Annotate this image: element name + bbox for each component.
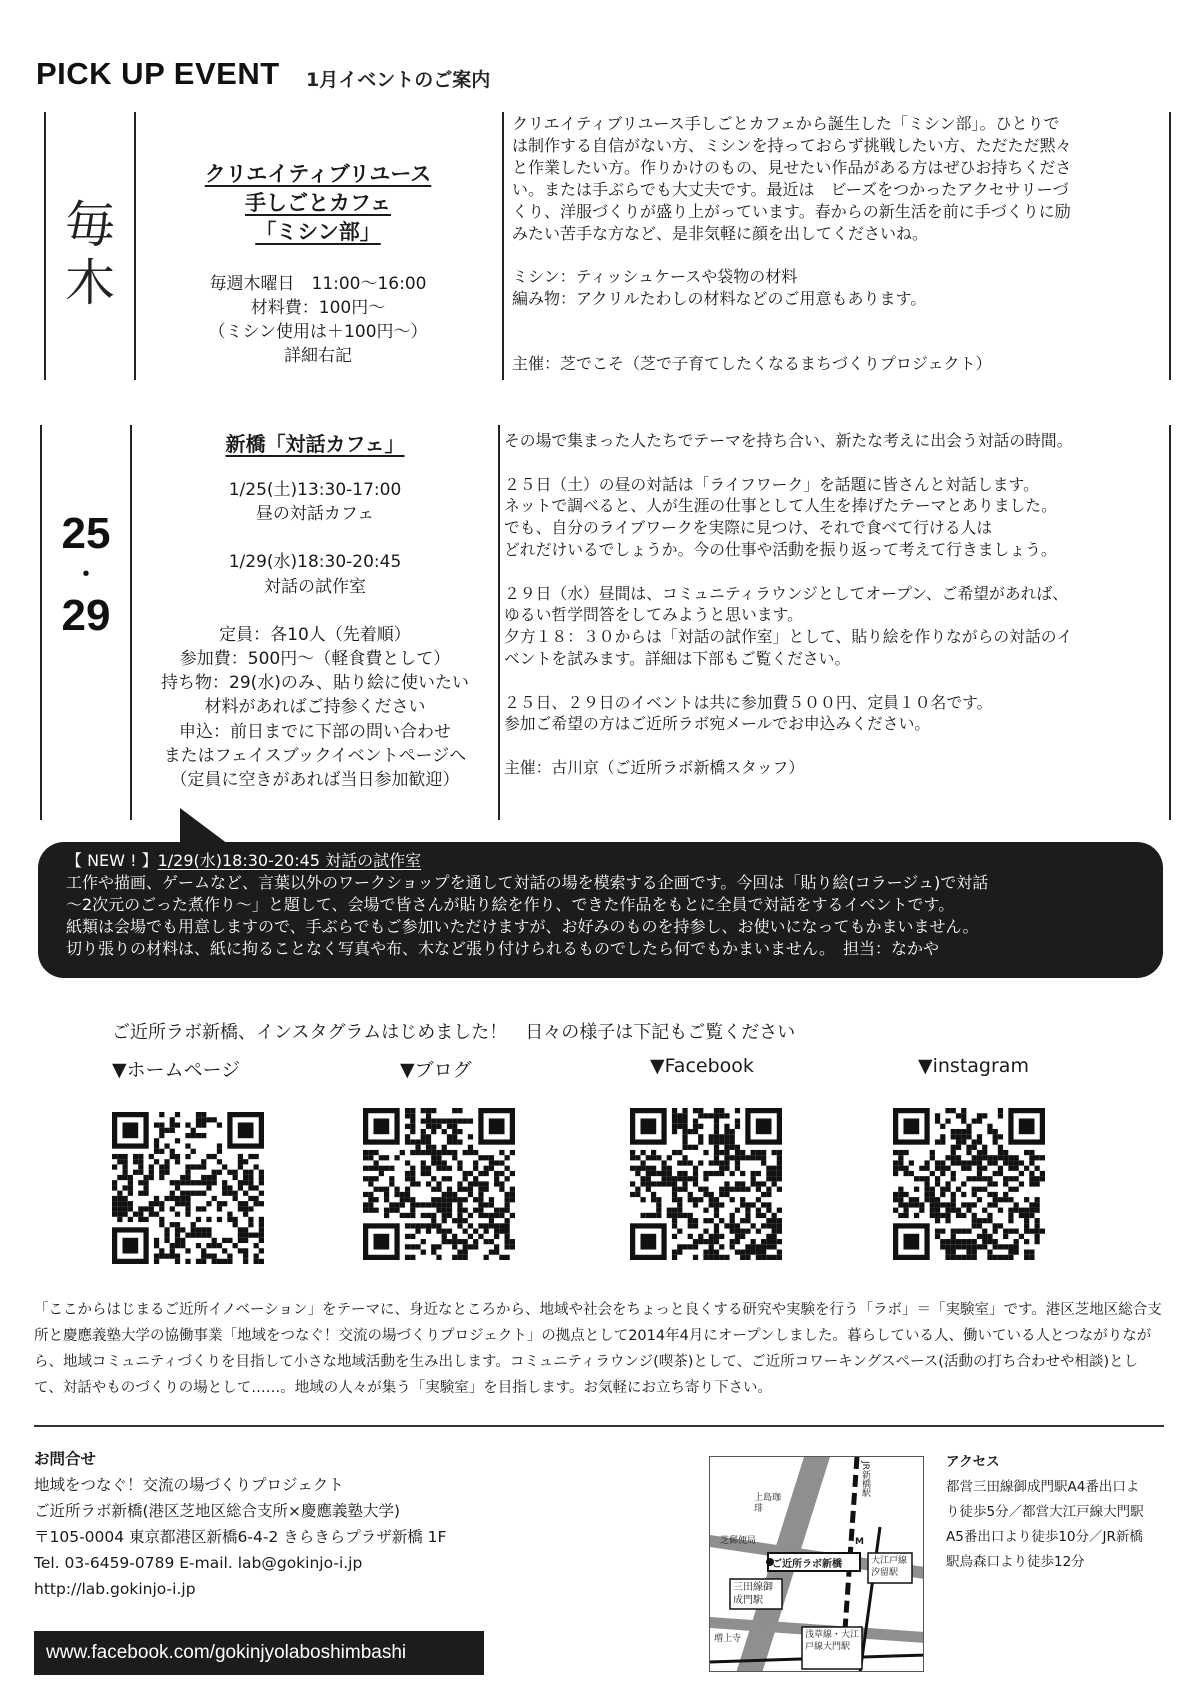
qr-label-instagram: ▼instagram (918, 1055, 1029, 1077)
event1-organizer: 主催：芝でこそ（芝で子育てしたくなるまちづくりプロジェクト） (512, 354, 992, 373)
event2-description: その場で集まった人たちでテーマを持ち合い、新たな考えに出会う対話の時間。 ２５日（土）の昼の対話は「ライフワーク」を話題に皆さんと対話します。 ネットで調べると、人が生涯の仕事として人生を捧げたテーマとありました。 でも、自分のライブワークを実際に見つけ、それで食べて行ける人は どれだけいるでしょうか。今の仕事や活動を振り返って考えて行きましょう。 ２９日（水）昼間は、コミュニティラウンジとしてオープン、ご希望があれば、 ゆるい哲学問答をしてみようと思います。 夕方１８：３０からは「対話の試作室」として、貼り絵を作りながらの対話のイ ベントを試みます。詳細は下部もご覧ください。 ２５日、２９日のイベントは共に参加費５００円、定員１０名です。 参加ご希望の方はご近所ラボ宛メールでお申込みください。 主催：古川京（ご近所ラボ新橋スタッフ） (504, 431, 1073, 777)
qr-code-homepage[interactable] (112, 1112, 264, 1264)
map-zojoji: 増上寺 (714, 1634, 742, 1644)
event1-title: クリエイティブリユース 手しごとカフェ 「ミシン部」 (204, 162, 432, 244)
bubble-tail (180, 808, 228, 844)
page-title: PICK UP EVENT (36, 56, 280, 91)
qr-label-homepage: ▼ホームページ (112, 1059, 241, 1081)
map-onarimon-station: 三田線御成門駅 (733, 1582, 773, 1606)
qr-code-instagram[interactable] (893, 1108, 1045, 1260)
map-daimon-station: 浅草線・大江戸線大門駅 (805, 1630, 860, 1652)
event2-date: 25 ・ 29 (61, 509, 111, 640)
event1-materials: ミシン：ティッシュケースや袋物の材料 編み物：アクリルたわしの材料などのご用意もあります。 (512, 267, 927, 308)
map-coffee-shop: 上島珈琲 (754, 1493, 782, 1514)
access-map (709, 1456, 924, 1672)
website-link[interactable]: http://lab.gokinjo-i.jp (34, 1580, 196, 1598)
bubble-heading: 【 NEW ! 】1/29(水)18:30-20:45 対話の試作室 (66, 851, 422, 870)
qr-label-blog: ▼ブログ (400, 1059, 472, 1081)
map-shiodome-station: 大江戸線汐留駅 (871, 1556, 908, 1578)
map-metro-mark: M (855, 1537, 864, 1547)
page-subtitle: 1月イベントのご案内 (306, 69, 491, 91)
qr-label-facebook: ▼Facebook (650, 1055, 754, 1077)
map-jr-station: JR新橋駅 (860, 1461, 870, 1497)
sns-intro: ご近所ラボ新橋、インスタグラムはじめました！ 日々の様子は下記もご覧ください (112, 1022, 796, 1043)
map-post-office: 芝郵便局 (720, 1536, 757, 1546)
qr-code-blog[interactable] (363, 1108, 515, 1260)
event1-info: 毎週木曜日 11:00～16:00 材料費：100円～ （ミシン使用は＋100円～） 詳細右記 (208, 274, 428, 366)
new-event-bubble: 【 NEW ! 】1/29(水)18:30-20:45 対話の試作室 工作や描画、ゲームなど、言葉以外のワークショップを通して対話の場を模索する企画です。今回は「貼り絵(コラージュ)で対話 ～2次元のごった煮作り～」と題して、会場で皆さんが貼り絵を作り、できた作品をもとに全員で対話をするイベントです。 紙類は会場でも用意しますので、手ぶらでもご参加いただけますが、お好みのものを持参し、お使いになってもかまいません。 切り張りの材料は、紙に拘ることなく写真や布、木など張り付けられるものでしたら何でもかまいません。 担当：なかや (38, 842, 1163, 978)
contact-block: お問合せ 地域をつなぐ！交流の場づくりプロジェクト ご近所ラボ新橋(港区芝地区総合支所×慶應義塾大学) 〒105-0004 東京都港区新橋6-4-2 きらきらプラザ新橋 1F Tel. 03-6459-0789 E-mail. lab@gokinjo-i.jp http://lab.gokinjo-i.jp (34, 1446, 446, 1602)
qr-code-facebook[interactable] (630, 1108, 782, 1260)
event1-description: クリエイティブリユース手しごとカフェから誕生した「ミシン部」。ひとりで は制作する自信がない方、ミシンを持っておらず挑戦したい方、ただただ黙々 と作業したい方。作りかけのもの、見せたい作品がある方はぜひお持ちくださ い。または手ぶらでも大丈夫です。最近は ビーズをつかったアクセサリーづ くり、洋服づくりが盛り上がっています。春からの新生活を前に手づくりに励 みたい苦手な方など、是非気軽に顔を出してくださいね。 (512, 114, 1072, 243)
contact-phone-email[interactable]: Tel. 03-6459-0789 E-mail. lab@gokinjo-i.jp (34, 1554, 363, 1572)
event1-day: 毎 木 (65, 196, 115, 312)
access-block: アクセス 都営三田線御成門駅A4番出口よ り徒歩5分／都営大江戸線大門駅 A5番出口より徒歩10分／JR新橋 駅烏森口より徒歩12分 (946, 1454, 1144, 1570)
event2-info: 1/25(土)13:30-17:00 昼の対話カフェ 1/29(水)18:30-20:45 対話の試作室 定員：各10人（先着順） 参加費：500円～（軽食費として） 持ち物：29(水)のみ、貼り絵に使いたい 材料があればご持参ください 申込：前日までに下部の問い合わせ またはフェイスブックイベントページへ （定員に空きがあれば当日参加歓迎） (161, 480, 469, 791)
divider (34, 1425, 1164, 1427)
event2-title: 新橋「対話カフェ」 (225, 432, 405, 456)
map-lab-label: ご近所ラボ新橋 (772, 1559, 842, 1570)
facebook-link[interactable]: www.facebook.com/gokinjyolaboshimbashi (34, 1631, 484, 1675)
about-text: 「ここからはじまるご近所イノベーション」をテーマに、身近なところから、地域や社会をちょっと良くする研究や実験を行う「ラボ」＝「実験室」です。港区芝地区総合支所と慶應義塾大学の協働事業「地域をつなぐ！交流の場づくりプロジェクト」の拠点として2014年4月にオープンしました。暮らしている人、働いている人とつながりながら、地域コミュニティづくりを目指して小さな地域活動を生み出します。コミュニティラウンジ(喫茶)として、ご近所コワーキングスペース(活動の打ち合わせや相談)として、対話やものづくりの場として……。地域の人々が集う「実験室」を目指します。お気軽にお立ち寄り下さい。 (34, 1302, 1162, 1396)
